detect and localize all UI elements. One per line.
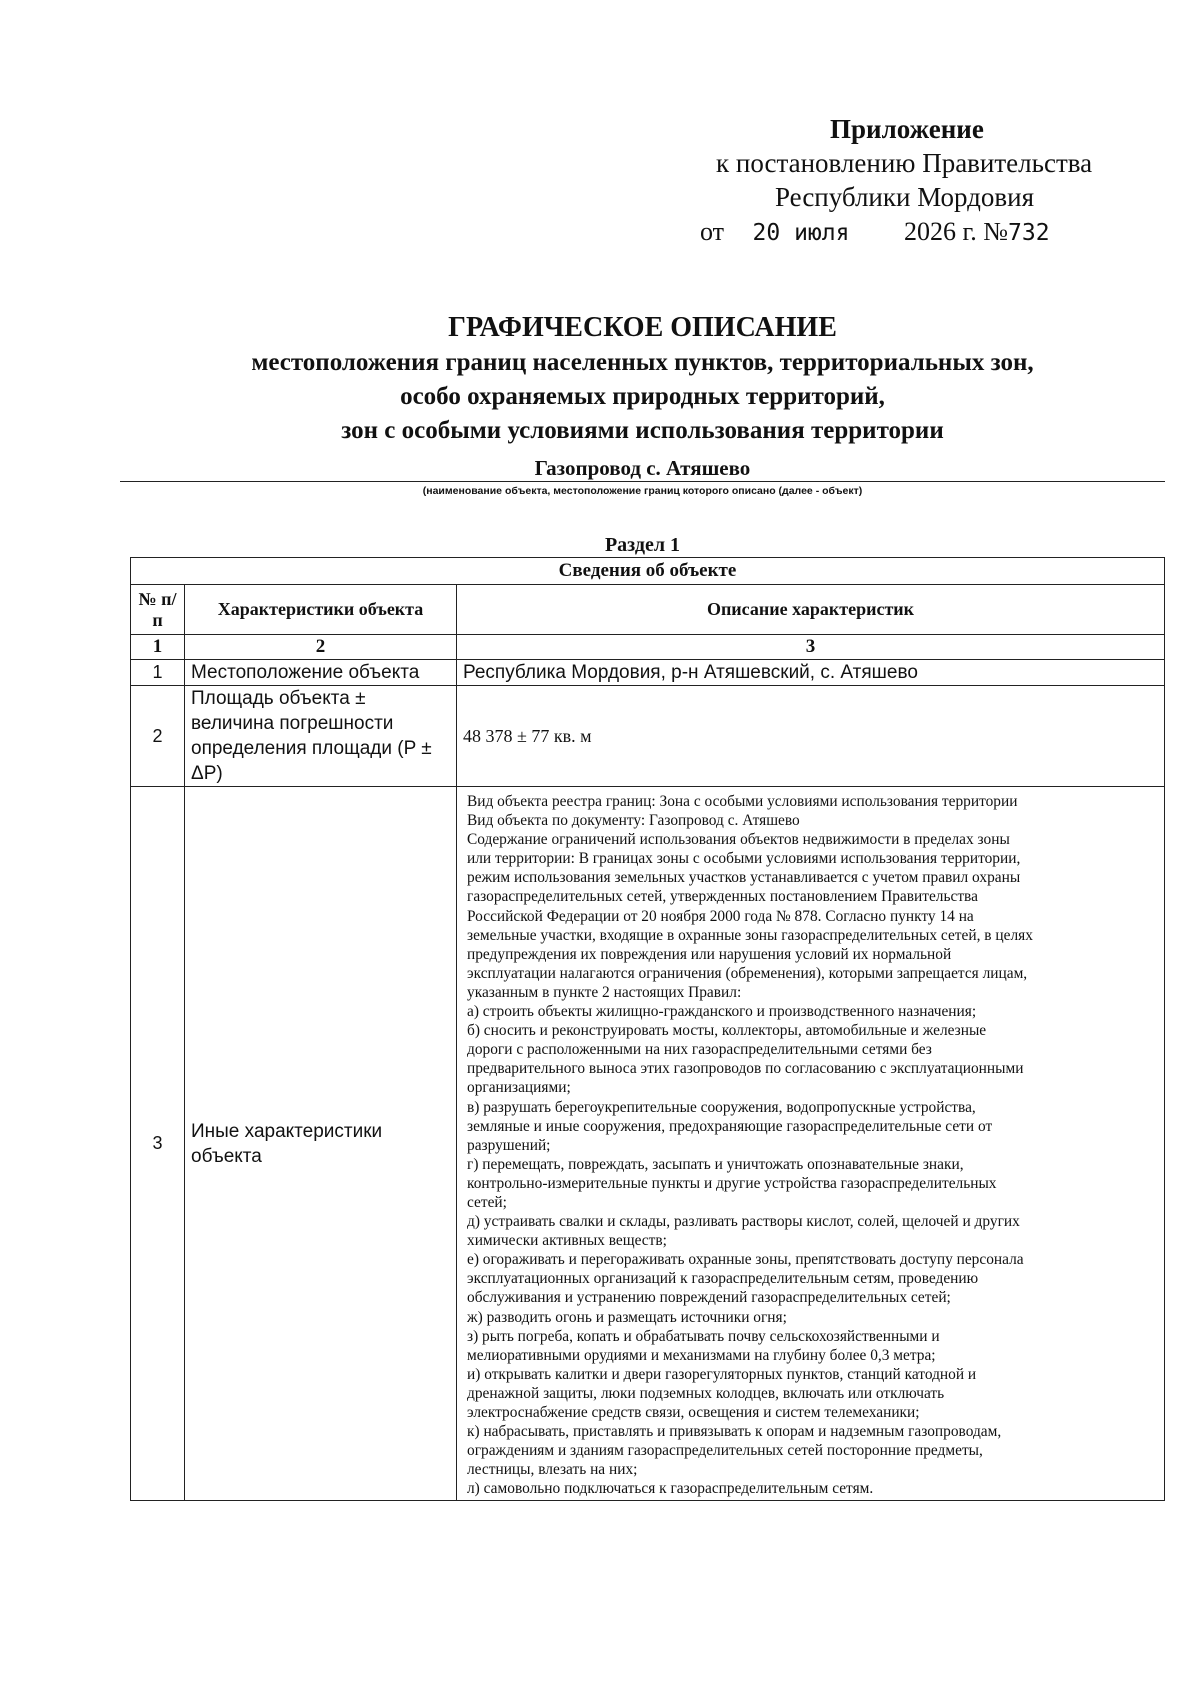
description-line: контрольно-измерительные пункты и другие устройства газораспределительных bbox=[467, 1174, 997, 1192]
date-day-month: 20 июля bbox=[752, 220, 850, 246]
description-line: земляные и иные сооружения, предохраняющие газораспределительные сети от bbox=[467, 1117, 993, 1135]
document-title: ГРАФИЧЕСКОЕ ОПИСАНИЕ bbox=[448, 312, 837, 343]
row-name: Местоположение объекта bbox=[185, 660, 457, 686]
document-subtitle-1: местоположения границ населенных пунктов, территориальных зон, bbox=[251, 349, 1034, 376]
description-line: д) устраивать свалки и склады, разливать растворы кислот, солей, щелочей и других bbox=[467, 1213, 1020, 1231]
table-row bbox=[131, 787, 1165, 1501]
document-subtitle-2: особо охраняемых природных территорий, bbox=[400, 383, 885, 410]
description-line: к) набрасывать, приставлять и привязывать к опорам и надземным газопроводам, bbox=[467, 1423, 1002, 1441]
description-line: или территории: В границах зоны с особыми условиями использования территории, bbox=[467, 850, 1021, 868]
date-prefix: от bbox=[700, 217, 725, 246]
table-header-row bbox=[131, 585, 1165, 635]
description-line: и) открывать калитки и двери газорегуляторных пунктов, станций катодной и bbox=[467, 1365, 977, 1383]
appendix-line-1: к постановлению Правительства bbox=[716, 148, 1093, 178]
row-number: 2 bbox=[131, 686, 185, 787]
appendix-title: Приложение bbox=[830, 114, 984, 144]
description-line: режим использования земельных участков устанавливается с учетом правил охраны bbox=[467, 869, 1021, 887]
description-line: эксплуатационных организаций к газораспределительным сетям, проведению bbox=[467, 1270, 979, 1288]
description-line: предупреждения их повреждения или нарушения условий их нормальной bbox=[467, 945, 952, 963]
object-underline bbox=[120, 481, 1165, 482]
table-caption: Сведения об объекте bbox=[131, 558, 1165, 585]
col-number-1: 1 bbox=[131, 635, 185, 660]
description-line: электроснабжение средств связи, освещения и систем телемеханики; bbox=[467, 1404, 920, 1421]
description-line: а) строить объекты жилищно-гражданского и производственного назначения; bbox=[467, 1003, 977, 1021]
object-name: Газопровод с. Атяшево bbox=[534, 456, 751, 480]
table-row bbox=[131, 660, 1165, 686]
description-line: б) сносить и реконструировать мосты, коллекторы, автомобильные и железные bbox=[467, 1022, 987, 1040]
description-line: л) самовольно подключаться к газораспределительным сетям. bbox=[467, 1480, 874, 1498]
description-line: Вид объекта по документу: Газопровод с. Атяшево bbox=[467, 812, 800, 830]
description-line: эксплуатации налагаются ограничения (обременения), которыми запрещается лицам, bbox=[467, 964, 1028, 982]
description-line: в) разрушать берегоукрепительные сооружения, водопропускные устройства, bbox=[467, 1098, 976, 1116]
document-subtitle-3: зон с особыми условиями использования территории bbox=[341, 417, 944, 444]
description-line: газораспределительных сетей, утвержденных постановлением Правительства bbox=[467, 888, 978, 906]
description-line: г) перемещать, повреждать, засыпать и уничтожать опознавательные знаки, bbox=[467, 1155, 964, 1173]
description-line: лестницы, влезать на них; bbox=[467, 1461, 638, 1479]
description-line: ограждениям и зданиям газораспределительных сетей посторонние предметы, bbox=[467, 1442, 983, 1460]
description-line: организациями; bbox=[467, 1079, 571, 1097]
table-caption-row bbox=[131, 558, 1165, 585]
document-title-block bbox=[120, 310, 1165, 448]
row-name: Иные характеристики объекта bbox=[185, 787, 457, 1501]
date-number: 732 bbox=[1008, 220, 1050, 246]
description-line: дороги с расположенными на них газораспределительными сетями без bbox=[467, 1041, 932, 1059]
row-description bbox=[457, 787, 1165, 1501]
description-line: разрушений; bbox=[467, 1136, 551, 1154]
section-label: Раздел 1 bbox=[604, 534, 681, 556]
description-line: сетей; bbox=[467, 1193, 507, 1211]
column-number-row bbox=[131, 635, 1165, 660]
row-value: 48 378 ± 77 кв. м bbox=[457, 686, 1165, 787]
description-line: Содержание ограничений использования объектов недвижимости в пределах зоны bbox=[467, 831, 1010, 849]
description-line: дренажной защиты, люки подземных колодцев, включать или отключать bbox=[467, 1384, 945, 1402]
table-row bbox=[131, 686, 1165, 787]
description-line: предварительного выноса этих газопроводов по согласованию с эксплуатационными bbox=[467, 1060, 1024, 1078]
col-number-3: 3 bbox=[457, 635, 1165, 660]
row-value: Республика Мордовия, р-н Атяшевский, с. Атяшево bbox=[457, 660, 1165, 686]
appendix-line-2: Республики Мордовия bbox=[775, 182, 1035, 212]
description-line: химически активных веществ; bbox=[467, 1232, 667, 1250]
col-number-2: 2 bbox=[185, 635, 457, 660]
description-line: мелиоративными орудиями и механизмами на глубину более 0,3 метра; bbox=[467, 1346, 936, 1364]
description-line: Российской Федерации от 20 ноября 2000 года № 878. Согласно пункту 14 на bbox=[467, 907, 974, 925]
appendix-header bbox=[700, 112, 1140, 251]
description-line: земельные участки, входящие в охранные зоны газораспределительных сетей, в целях bbox=[467, 926, 1033, 944]
object-note: (наименование объекта, местоположение границ которого описано (далее - объект) bbox=[422, 485, 863, 497]
date-year: 2026 г. № bbox=[903, 217, 1009, 246]
header-number: № п/п bbox=[131, 585, 185, 635]
appendix-date bbox=[700, 214, 1140, 251]
object-info-table bbox=[130, 557, 1165, 1501]
row-number: 1 bbox=[131, 660, 185, 686]
header-description: Описание характеристик bbox=[457, 585, 1165, 635]
description-line: з) рыть погреба, копать и обрабатывать почву сельскохозяйственными и bbox=[467, 1327, 940, 1345]
row-name: Площадь объекта ± величина погрешности определения площади (P ± ΔP) bbox=[185, 686, 457, 787]
description-line: указанным в пункте 2 настоящих Правил: bbox=[467, 983, 742, 1001]
description-line: ж) разводить огонь и размещать источники огня; bbox=[467, 1308, 787, 1326]
description-line: е) огораживать и перегораживать охранные зоны, препятствовать доступу персонала bbox=[467, 1251, 1024, 1269]
header-characteristics: Характеристики объекта bbox=[185, 585, 457, 635]
description-line: обслуживания и устранению повреждений газораспределительных сетей; bbox=[467, 1289, 951, 1307]
description-line: Вид объекта реестра границ: Зона с особыми условиями использования территории bbox=[467, 793, 1018, 810]
row-number: 3 bbox=[131, 787, 185, 1501]
